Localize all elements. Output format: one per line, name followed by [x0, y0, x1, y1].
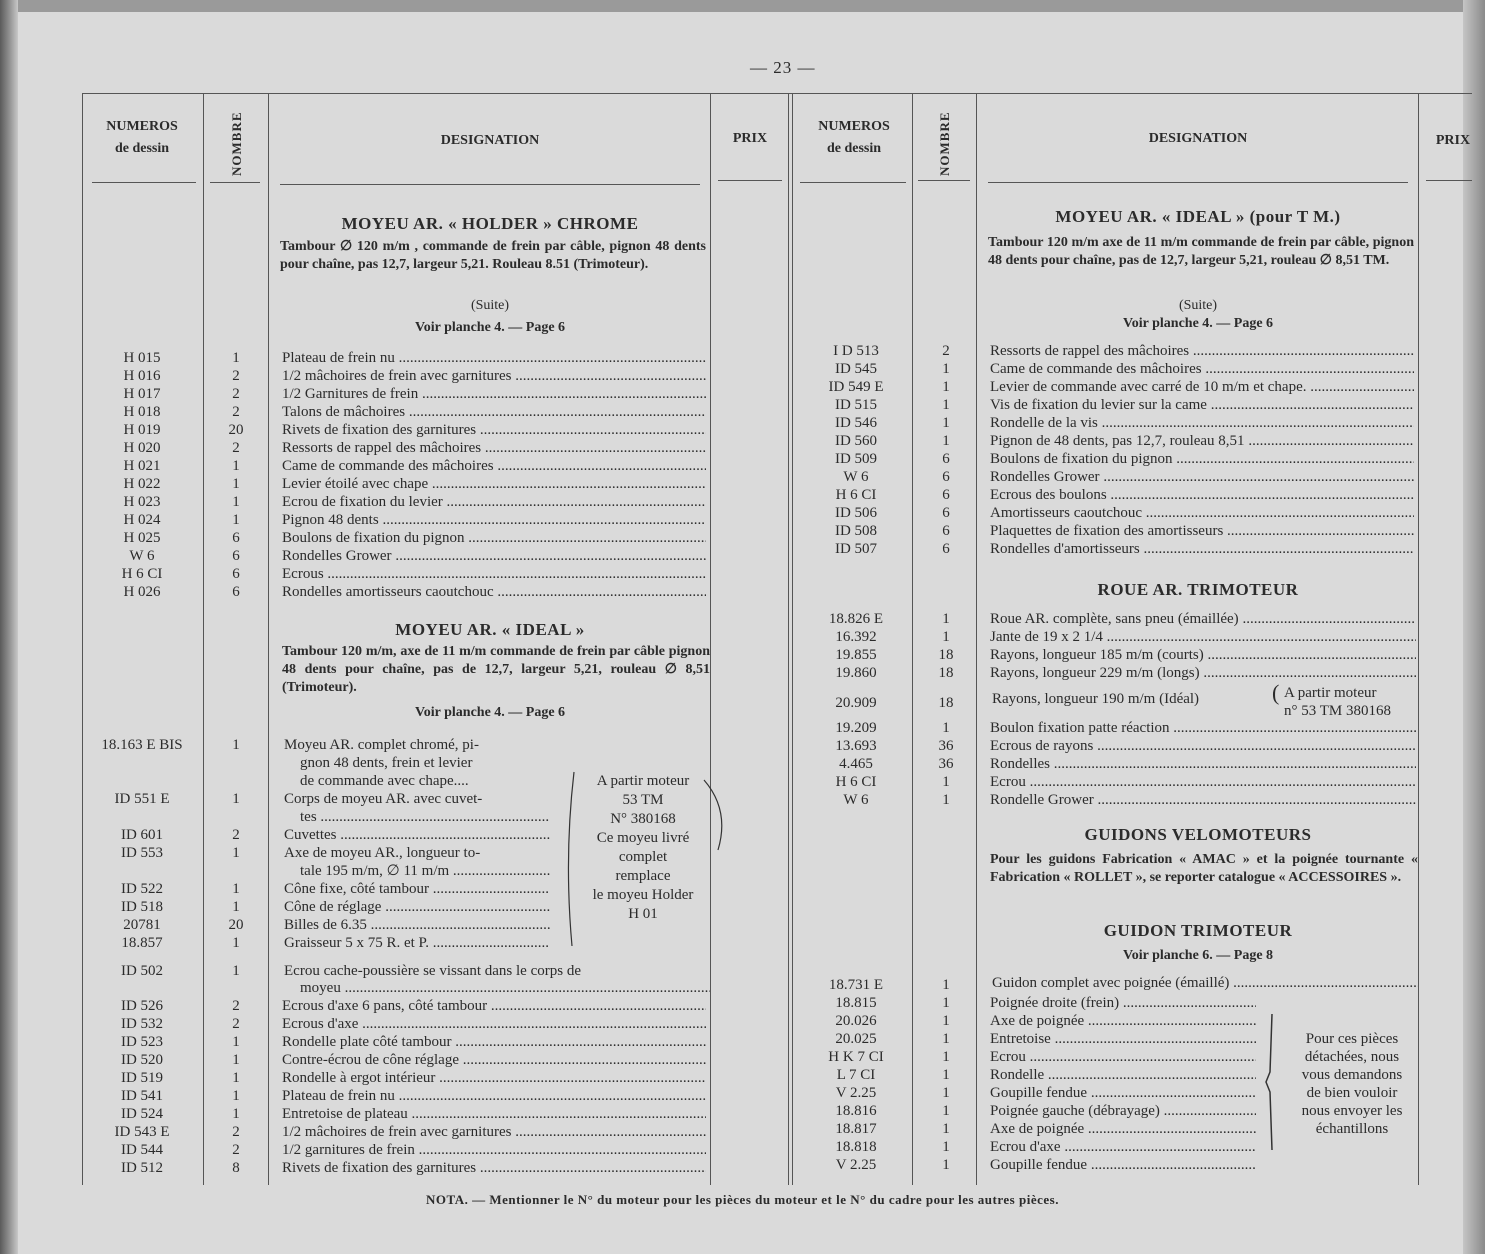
part-designation: Ecrous d'axe 6 pans, côté tambour .....	[282, 997, 706, 1015]
quantity: 1	[232, 935, 240, 951]
plate-reference: Voir planche 4. — Page 6	[414, 705, 566, 720]
part-number: H 6 CI	[121, 566, 163, 582]
note-line: de bien vouloir	[1306, 1085, 1398, 1101]
quantity: 1	[942, 379, 950, 395]
rule	[210, 182, 260, 183]
part-designation: 1/2 mâchoires de frein avec garnitures .....	[282, 367, 706, 385]
rule	[718, 180, 782, 181]
page-number: — 23 —	[750, 58, 816, 77]
quantity: 6	[942, 523, 950, 539]
part-number: ID 549 E	[828, 379, 884, 395]
note-line: vous demandons	[1301, 1067, 1403, 1083]
book-spine	[0, 0, 18, 1254]
rule	[92, 182, 196, 183]
quantity: 1	[232, 494, 240, 510]
quantity: 1	[942, 720, 950, 736]
part-number: ID 502	[120, 963, 164, 979]
part-designation: tes .....	[300, 808, 550, 826]
quantity: 20	[228, 422, 244, 438]
part-designation: Plateau de frein nu .....	[282, 1087, 706, 1105]
part-designation: Ecrous .....	[282, 565, 706, 583]
header-prix-right: PRIX	[1435, 133, 1471, 148]
quantity: 1	[942, 1049, 950, 1065]
part-designation: Rayons, longueur 190 m/m (Idéal)	[992, 691, 1200, 707]
quantity: 6	[942, 541, 950, 557]
part-number: 18.731 E	[828, 977, 884, 993]
part-number: W 6	[129, 548, 155, 564]
part-number: 20781	[123, 917, 161, 933]
plate-reference: Voir planche 4. — Page 6	[1122, 316, 1274, 331]
part-designation: Vis de fixation du levier sur la came .....	[990, 396, 1414, 414]
part-designation: Rondelle Grower .....	[990, 791, 1416, 809]
part-number: 13.693	[835, 738, 877, 754]
header-de-dessin-right-text: de dessin	[826, 141, 882, 156]
part-number: 18.826 E	[828, 611, 884, 627]
part-number: 19.855	[835, 647, 877, 663]
part-number: ID 523	[120, 1034, 164, 1050]
part-number: ID 541	[120, 1088, 164, 1104]
quantity: 6	[232, 548, 240, 564]
part-number: 18.816	[835, 1103, 877, 1119]
part-designation: Ressorts de rappel des mâchoires .....	[282, 439, 706, 457]
part-designation: Rayons, longueur 229 m/m (longs) .....	[990, 664, 1416, 682]
part-number: H 015	[123, 350, 161, 366]
part-designation: Rondelles Grower .....	[990, 468, 1414, 486]
part-number: H 026	[123, 584, 161, 600]
header-nombre: NOMBRE	[229, 111, 244, 176]
quantity: 6	[942, 451, 950, 467]
note-line: nous envoyer les	[1301, 1103, 1403, 1119]
part-designation: 1/2 mâchoires de frein avec garnitures .....	[282, 1123, 706, 1141]
quantity: 1	[232, 1034, 240, 1050]
part-number: ID 601	[120, 827, 164, 843]
part-number: ID 560	[834, 433, 878, 449]
part-designation: Ecrous de rayons .....	[990, 737, 1416, 755]
quantity: 2	[232, 998, 240, 1014]
part-number: 18.857	[121, 935, 163, 951]
part-designation: de commande avec chape....	[300, 773, 469, 789]
quantity: 1	[942, 792, 950, 808]
plate-reference: Voir planche 6. — Page 8	[1122, 948, 1274, 963]
header-numeros-right	[798, 116, 910, 160]
part-number: 20.026	[835, 1013, 877, 1029]
part-designation: Cône fixe, côté tambour .....	[284, 880, 550, 898]
col-line	[788, 93, 789, 1185]
quantity: 6	[232, 584, 240, 600]
rule	[988, 182, 1408, 183]
quantity: 2	[232, 1016, 240, 1032]
part-designation: Rivets de fixation des garnitures .....	[282, 421, 706, 439]
quantity: 1	[232, 963, 240, 979]
note-line: A partir moteur	[1284, 685, 1377, 701]
quantity: 8	[232, 1160, 240, 1176]
part-number: 19.209	[835, 720, 877, 736]
quantity: 2	[232, 404, 240, 420]
part-number: ID 509	[834, 451, 878, 467]
part-number: H K 7 CI	[828, 1049, 884, 1065]
part-designation-cont: moyeu .....	[300, 979, 710, 997]
part-designation: Plaquettes de fixation des amortisseurs .....	[990, 522, 1414, 540]
part-number: ID 507	[834, 541, 878, 557]
header-nombre-right: NOMBRE	[937, 111, 952, 176]
quantity: 1	[232, 350, 240, 366]
quantity: 18	[938, 647, 954, 663]
part-number: W 6	[843, 792, 869, 808]
part-number: H 023	[123, 494, 161, 510]
part-designation: gnon 48 dents, frein et levier	[300, 755, 473, 771]
quantity: 1	[232, 899, 240, 915]
section-description: Tambour 120 m/m axe de 11 m/m commande de frein par câble, pignon 48 dents pour chaîne, pas de 12,7, largeur 5,21, rouleau ∅ 8,51 TM.	[988, 235, 1414, 268]
header-prix: PRIX	[732, 131, 768, 146]
part-designation: Levier de commande avec carré de 10 m/m et chape. .....	[990, 378, 1414, 396]
header-numeros	[86, 116, 198, 160]
part-designation: Ressorts de rappel des mâchoires .....	[990, 342, 1414, 360]
quantity: 36	[938, 738, 954, 754]
note-line: A partir moteur	[596, 773, 690, 789]
part-designation: Axe de poignée .....	[990, 1120, 1256, 1138]
part-designation: Rondelles .....	[990, 755, 1416, 773]
quantity: 1	[942, 1013, 950, 1029]
quantity: 1	[232, 881, 240, 897]
part-designation: Poignée gauche (débrayage) .....	[990, 1102, 1256, 1120]
part-number: I D 513	[833, 343, 879, 359]
part-number: H 6 CI	[835, 487, 877, 503]
part-designation: Billes de 6.35 .....	[284, 916, 550, 934]
part-number: H 017	[123, 386, 161, 402]
header-de-dessin-text: de dessin	[114, 141, 170, 156]
quantity: 1	[232, 845, 240, 861]
part-designation: Ecrou cache-poussière se vissant dans le corps de	[284, 963, 581, 979]
part-designation: Ecrou .....	[990, 773, 1416, 791]
part-number: V 2.25	[835, 1085, 877, 1101]
part-number: ID 518	[120, 899, 164, 915]
part-number: H 6 CI	[835, 774, 877, 790]
header-numeros-text: NUMEROS	[106, 119, 178, 134]
rule	[280, 184, 700, 185]
part-designation: Contre-écrou de cône réglage .....	[282, 1051, 706, 1069]
quantity: 2	[942, 343, 950, 359]
col-line	[792, 93, 793, 1185]
quantity: 1	[942, 1085, 950, 1101]
part-designation: Roue AR. complète, sans pneu (émaillée) .....	[990, 610, 1416, 628]
part-designation: Came de commande des mâchoires .....	[990, 360, 1414, 378]
part-designation: Entretoise .....	[990, 1030, 1256, 1048]
part-designation: Boulons de fixation du pignon .....	[282, 529, 706, 547]
part-number: ID 520	[120, 1052, 164, 1068]
quantity: 1	[942, 995, 950, 1011]
part-number: H 018	[123, 404, 161, 420]
quantity: 1	[942, 1031, 950, 1047]
part-number: ID 522	[120, 881, 164, 897]
part-designation: Cône de réglage .....	[284, 898, 550, 916]
section-title: GUIDON TRIMOTEUR	[1103, 921, 1293, 940]
part-designation: Came de commande des mâchoires .....	[282, 457, 706, 475]
part-number: 19.860	[835, 665, 877, 681]
part-number: 18.818	[835, 1139, 877, 1155]
part-designation: Ecrous d'axe .....	[282, 1015, 706, 1033]
part-designation: Jante de 19 x 2 1/4 .....	[990, 628, 1416, 646]
part-designation: Poignée droite (frein) .....	[990, 994, 1256, 1012]
section-title: MOYEU AR. « HOLDER » CHROME	[341, 214, 639, 233]
part-number: ID 515	[834, 397, 878, 413]
quantity: 1	[232, 737, 240, 753]
suite-label: (Suite)	[470, 298, 510, 313]
quantity: 2	[232, 368, 240, 384]
quantity: 36	[938, 756, 954, 772]
note-line: détachées, nous	[1304, 1049, 1400, 1065]
section-title: ROUE AR. TRIMOTEUR	[1097, 580, 1299, 599]
quantity: 1	[232, 476, 240, 492]
note-line: Ce moyeu livré	[596, 830, 690, 846]
note-line: N° 380168	[610, 811, 676, 827]
part-designation: Ecrou .....	[990, 1048, 1256, 1066]
section-description: Pour les guidons Fabrication « AMAC » et la poignée tournante « Fabrication « ROLLET », se reporter catalogue « ACCESSOIRES ».	[990, 852, 1418, 885]
part-number: 20.909	[835, 695, 877, 711]
section-title: MOYEU AR. « IDEAL »	[395, 620, 585, 639]
part-number: ID 544	[120, 1142, 164, 1158]
part-designation: Entretoise de plateau .....	[282, 1105, 706, 1123]
part-number: ID 545	[834, 361, 878, 377]
part-number: 18.817	[835, 1121, 877, 1137]
header-designation: DESIGNATION	[440, 133, 540, 148]
quantity: 1	[942, 1067, 950, 1083]
part-number: ID 524	[120, 1106, 164, 1122]
page-edge	[1463, 0, 1485, 1254]
top-shadow	[18, 0, 1485, 12]
part-number: H 025	[123, 530, 161, 546]
quantity: 1	[942, 1103, 950, 1119]
part-number: ID 543 E	[114, 1124, 170, 1140]
part-designation: Ecrous des boulons .....	[990, 486, 1414, 504]
quantity: 1	[232, 1106, 240, 1122]
part-number: 16.392	[835, 629, 877, 645]
part-designation: Boulons de fixation du pignon .....	[990, 450, 1414, 468]
part-number: H 020	[123, 440, 161, 456]
part-designation: 1/2 Garnitures de frein .....	[282, 385, 706, 403]
part-designation: Rondelle plate côté tambour .....	[282, 1033, 706, 1051]
part-number: 20.025	[835, 1031, 877, 1047]
rule	[800, 182, 906, 183]
quantity: 1	[942, 1139, 950, 1155]
part-number: H 024	[123, 512, 161, 528]
part-number: H 019	[123, 422, 161, 438]
quantity: 1	[942, 415, 950, 431]
quantity: 1	[232, 458, 240, 474]
quantity: 1	[942, 774, 950, 790]
note-line: Pour ces pièces	[1305, 1031, 1399, 1047]
note-line: remplace	[615, 868, 671, 884]
col-line	[1418, 93, 1419, 1185]
brace-lines-right	[1262, 1012, 1278, 1152]
part-designation: Rondelle .....	[990, 1066, 1256, 1084]
part-designation: Pignon 48 dents .....	[282, 511, 706, 529]
part-number: ID 553	[120, 845, 164, 861]
quantity: 2	[232, 440, 240, 456]
part-designation: Axe de poignée .....	[990, 1012, 1256, 1030]
quantity: 1	[942, 433, 950, 449]
part-number: ID 546	[834, 415, 878, 431]
top-rule	[82, 93, 1472, 94]
col-line	[976, 93, 977, 1185]
quantity: 6	[942, 487, 950, 503]
part-designation: Moyeu AR. complet chromé, pi-	[284, 737, 479, 753]
suite-label: (Suite)	[1178, 298, 1218, 313]
note-line: n° 53 TM 380168	[1284, 703, 1391, 719]
quantity: 18	[938, 695, 954, 711]
quantity: 1	[232, 1088, 240, 1104]
part-number: W 6	[843, 469, 869, 485]
part-number: H 016	[123, 368, 161, 384]
rule	[918, 180, 970, 181]
part-number: 18.163 E BIS	[101, 737, 183, 753]
quantity: 6	[942, 505, 950, 521]
section-title: MOYEU AR. « IDEAL » (pour T M.)	[1055, 207, 1341, 226]
quantity: 20	[228, 917, 244, 933]
quantity: 1	[942, 397, 950, 413]
part-designation: Talons de mâchoires .....	[282, 403, 706, 421]
part-designation: 1/2 garnitures de frein .....	[282, 1141, 706, 1159]
quantity: 1	[942, 629, 950, 645]
part-designation: Graisseur 5 x 75 R. et P. .....	[284, 934, 550, 952]
footer-note: NOTA. — Mentionner le N° du moteur pour les pièces du moteur et le N° du cadre pour les autres pièces.	[426, 1192, 1059, 1207]
part-designation: Rondelles amortisseurs caoutchouc .....	[282, 583, 706, 601]
col-line	[710, 93, 711, 1185]
header-designation-right: DESIGNATION	[1148, 131, 1248, 146]
brace-lines	[560, 770, 730, 950]
quantity: 1	[232, 1070, 240, 1086]
part-number: ID 532	[120, 1016, 164, 1032]
col-line	[268, 93, 269, 1185]
part-designation: Rondelles d'amortisseurs .....	[990, 540, 1414, 558]
part-designation: Cuvettes .....	[284, 826, 550, 844]
part-number: 4.465	[839, 756, 873, 772]
part-designation: Corps de moyeu AR. avec cuvet-	[284, 791, 483, 807]
part-number: H 021	[123, 458, 161, 474]
col-line	[203, 93, 204, 1185]
part-number: L 7 CI	[836, 1067, 876, 1083]
quantity: 1	[942, 977, 950, 993]
part-designation: Guidon complet avec poignée (émaillé) .....	[992, 974, 1418, 992]
part-number: ID 508	[834, 523, 878, 539]
part-designation: Rayons, longueur 185 m/m (courts) .....	[990, 646, 1416, 664]
plate-reference: Voir planche 4. — Page 6	[414, 320, 566, 335]
quantity: 1	[232, 1052, 240, 1068]
part-number: ID 526	[120, 998, 164, 1014]
part-number: 18.815	[835, 995, 877, 1011]
note-line: le moyeu Holder	[592, 887, 694, 903]
part-designation: Boulon fixation patte réaction .....	[990, 719, 1416, 737]
quantity: 6	[942, 469, 950, 485]
quantity: 1	[942, 1157, 950, 1173]
part-designation: Ecrou de fixation du levier .....	[282, 493, 706, 511]
quantity: 6	[232, 530, 240, 546]
header-numeros-right-text: NUMEROS	[818, 119, 890, 134]
part-designation: Goupille fendue .....	[990, 1084, 1256, 1102]
quantity: 1	[942, 1121, 950, 1137]
section-title: GUIDONS VELOMOTEURS	[1084, 825, 1312, 844]
quantity: 6	[232, 566, 240, 582]
quantity: 1	[232, 791, 240, 807]
part-designation: Rondelle à ergot intérieur .....	[282, 1069, 706, 1087]
part-designation: Goupille fendue .....	[990, 1156, 1256, 1174]
brace: (	[1272, 680, 1280, 705]
rule	[1426, 180, 1472, 181]
part-designation: Axe de moyeu AR., longueur to-	[284, 845, 481, 861]
quantity: 2	[232, 1124, 240, 1140]
quantity: 18	[938, 665, 954, 681]
col-line	[912, 93, 913, 1185]
quantity: 2	[232, 1142, 240, 1158]
col-line	[82, 93, 83, 1185]
part-designation: Levier étoilé avec chape .....	[282, 475, 706, 493]
quantity: 1	[232, 512, 240, 528]
part-designation: Rondelles Grower .....	[282, 547, 706, 565]
note-line: H 01	[628, 906, 658, 922]
part-number: ID 512	[120, 1160, 164, 1176]
part-designation: Plateau de frein nu .....	[282, 349, 706, 367]
section-description: Tambour 120 m/m, axe de 11 m/m commande de frein par câble pignon 48 dents pour chaîne, pas de 12,7, largeur 5,21, rouleau ∅ 8,51 (Trimoteur).	[282, 644, 710, 695]
section-description: Tambour ∅ 120 m/m , commande de frein par câble, pignon 48 dents pour chaîne, pas 12,7, largeur 5,21. Rouleau 8.51 (Trimoteur).	[280, 239, 706, 272]
part-designation: Amortisseurs caoutchouc .....	[990, 504, 1414, 522]
quantity: 2	[232, 386, 240, 402]
note-line: 53 TM	[622, 792, 664, 808]
part-designation: tale 195 m/m, ∅ 11 m/m .....	[300, 862, 550, 880]
quantity: 1	[942, 611, 950, 627]
part-designation: Pignon de 48 dents, pas 12,7, rouleau 8,51 .....	[990, 432, 1414, 450]
part-number: V 2.25	[835, 1157, 877, 1173]
part-designation: Rondelle de la vis .....	[990, 414, 1414, 432]
part-designation: Rivets de fixation des garnitures .....	[282, 1159, 706, 1177]
part-number: ID 519	[120, 1070, 164, 1086]
part-number: ID 506	[834, 505, 878, 521]
part-number: H 022	[123, 476, 161, 492]
quantity: 1	[942, 361, 950, 377]
part-designation: Ecrou d'axe .....	[990, 1138, 1256, 1156]
note-line: complet	[618, 849, 668, 865]
part-number: ID 551 E	[114, 791, 170, 807]
note-line: échantillons	[1315, 1121, 1389, 1137]
quantity: 2	[232, 827, 240, 843]
